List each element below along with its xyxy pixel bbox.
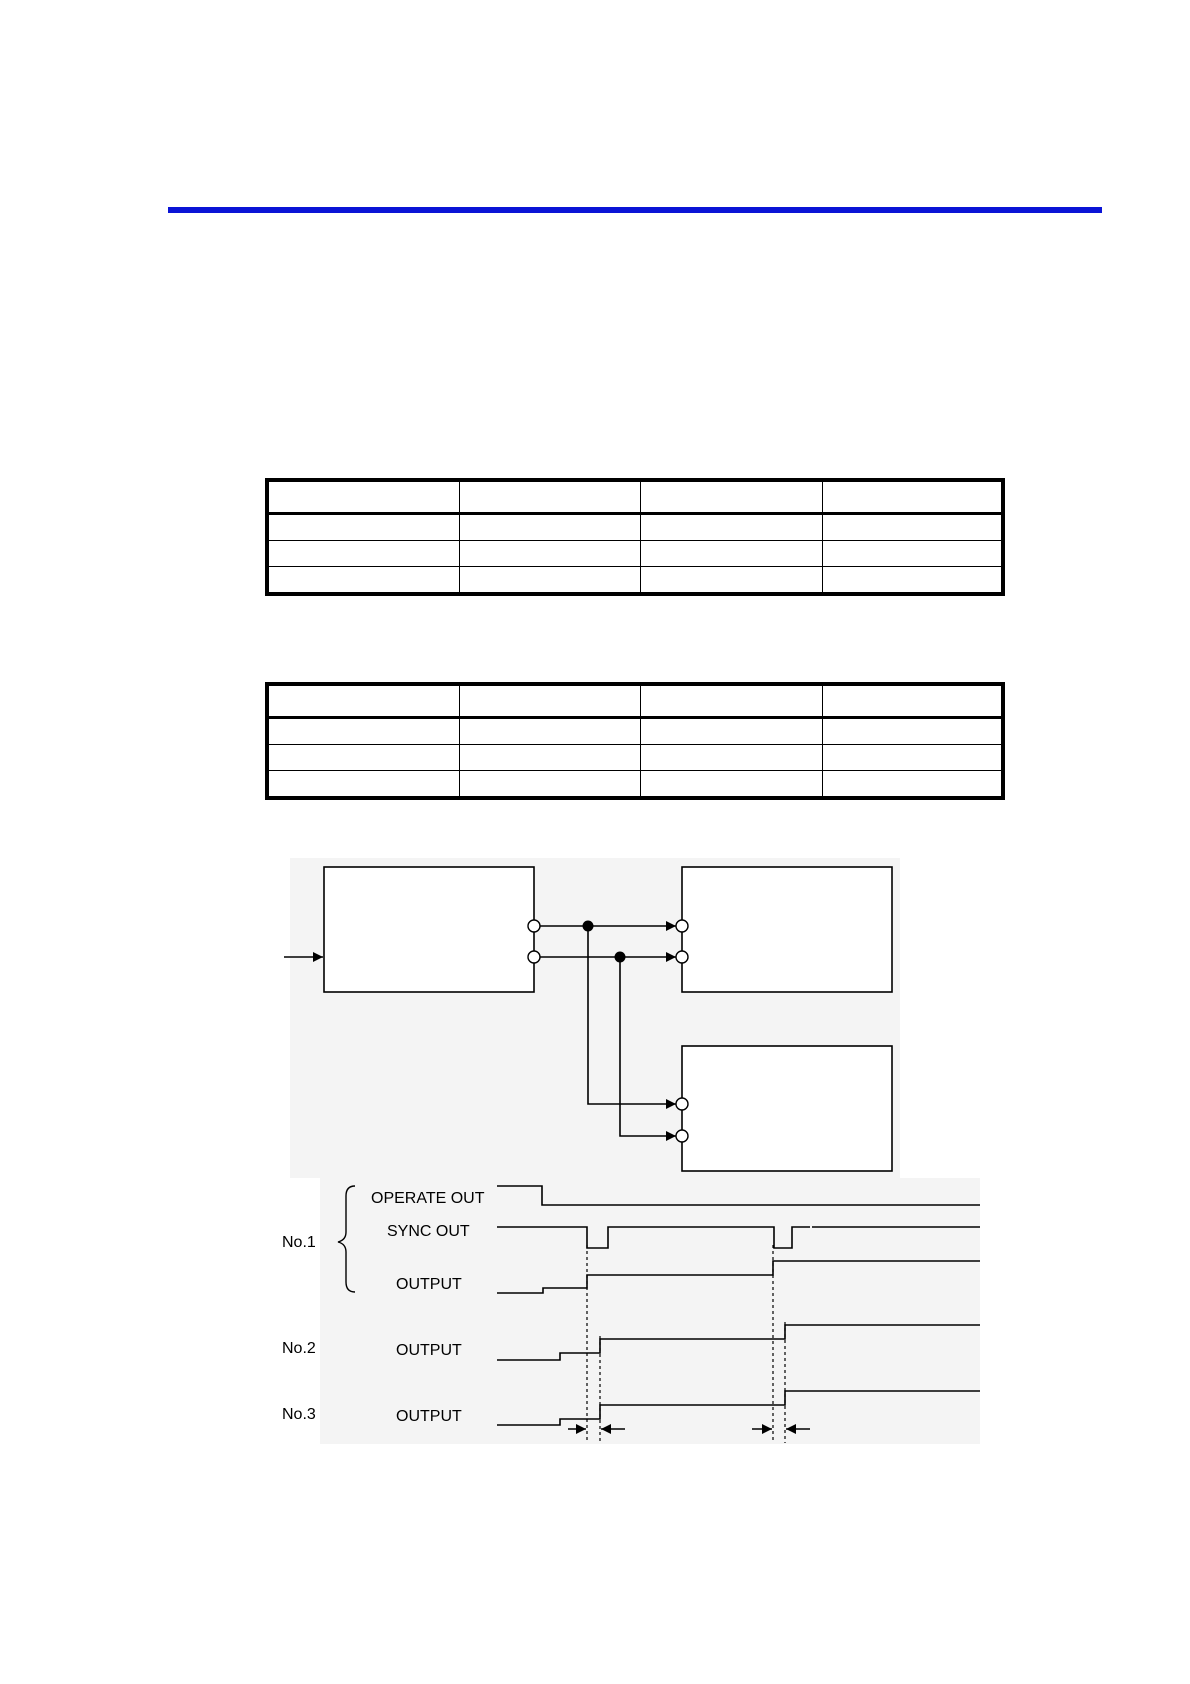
group-label-no2: No.2 xyxy=(282,1340,316,1357)
junction-dot-icon xyxy=(615,952,626,963)
group-label-no3: No.3 xyxy=(282,1406,316,1423)
signal-label-output-no2: OUTPUT xyxy=(396,1342,462,1359)
terminal-icon xyxy=(676,1130,688,1142)
unit-no3-box xyxy=(682,1046,892,1171)
signal-label-output-no1: OUTPUT xyxy=(396,1276,462,1293)
terminal-icon xyxy=(528,951,540,963)
terminal-icon xyxy=(676,951,688,963)
signal-label-sync-out: SYNC OUT xyxy=(387,1223,470,1240)
signal-label-operate-out: OPERATE OUT xyxy=(371,1190,485,1207)
timing-background xyxy=(320,1178,980,1444)
unit-no1-box xyxy=(324,867,534,992)
signal-label-output-no3: OUTPUT xyxy=(396,1408,462,1425)
terminal-icon xyxy=(676,1098,688,1110)
unit-no2-box xyxy=(682,867,892,992)
terminal-icon xyxy=(676,920,688,932)
group-label-no1: No.1 xyxy=(282,1234,316,1251)
junction-dot-icon xyxy=(583,921,594,932)
terminal-icon xyxy=(528,920,540,932)
